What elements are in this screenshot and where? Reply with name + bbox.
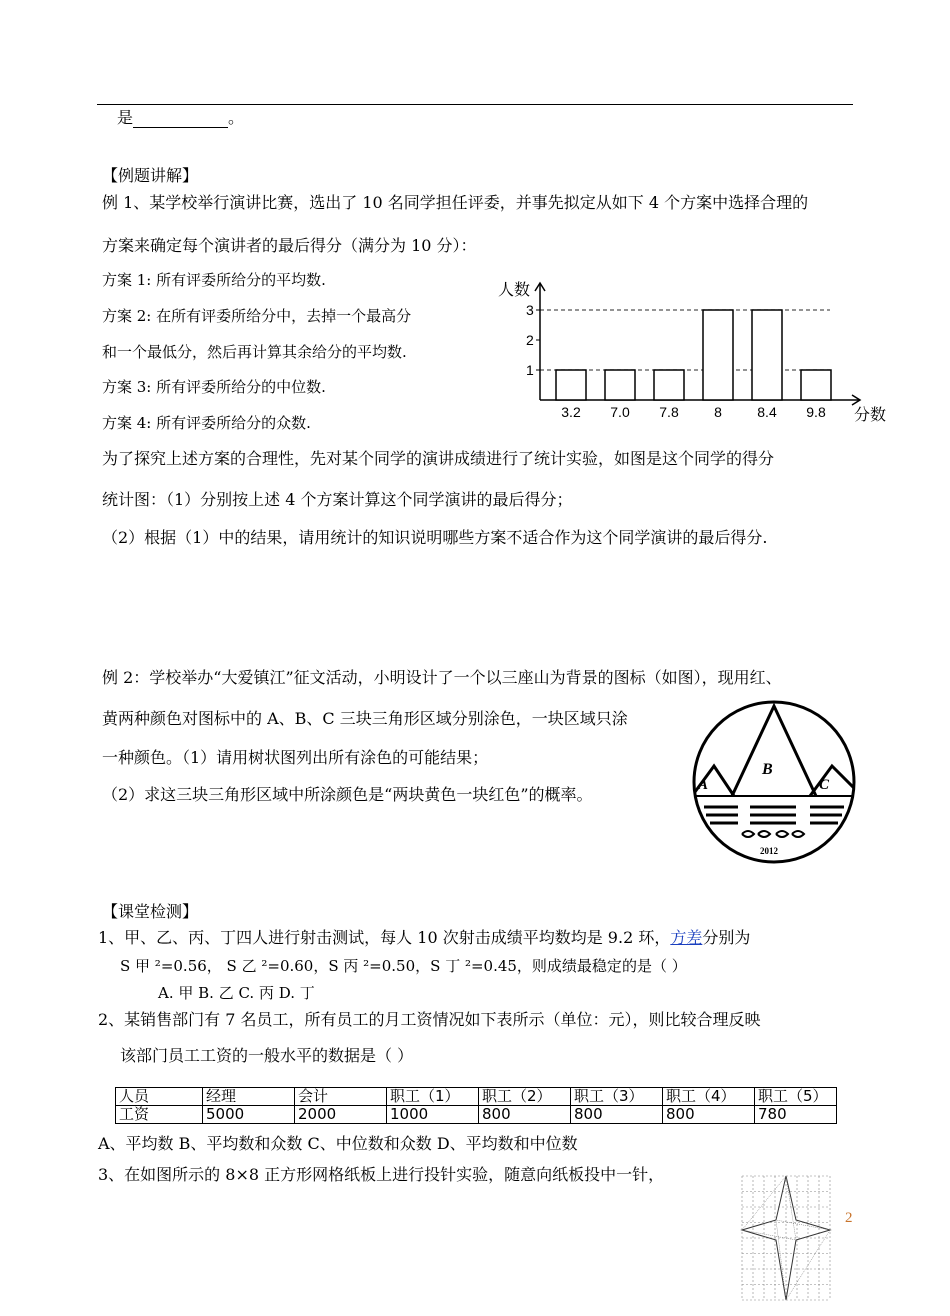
ex1-line5: （2）根据（1）中的结果，请用统计的知识说明哪些方案不适合作为这个同学演讲的最后得分.	[102, 528, 768, 547]
bar	[703, 310, 733, 400]
ex1-line3: 为了探究上述方案的合理性，先对某个同学的演讲成绩进行了统计实验，如图是这个同学的得分	[102, 449, 775, 468]
y-tick-label: 1	[526, 362, 534, 378]
table-cell: 780	[755, 1106, 837, 1124]
table-cell: 2000	[295, 1106, 387, 1124]
y-tick-label: 3	[526, 302, 534, 318]
q2-line2: 该部门员工工资的一般水平的数据是（ ）	[120, 1046, 414, 1065]
x-tick-label: 8	[714, 404, 722, 420]
q1-line2: S 甲 ²=0.56， S 乙 ²=0.60，S 丙 ²=0.50，S 丁 ²=0.45，则成绩最稳定的是（ ）	[120, 957, 687, 975]
page-number: 2	[845, 1210, 853, 1226]
bar	[556, 370, 586, 400]
ex1-plan3: 方案 3: 所有评委所给分的中位数.	[102, 378, 326, 396]
score-bar-chart	[490, 275, 900, 430]
x-tick-label: 9.8	[806, 404, 826, 420]
ex1-plan4: 方案 4: 所有评委所给分的众数.	[102, 414, 311, 432]
table-cell: 人员	[116, 1088, 203, 1106]
ex1-plan2a: 方案 2: 在所有评委所给分中，去掉一个最高分	[102, 307, 412, 325]
ex1-line1: 例 1、某学校举行演讲比赛，选出了 10 名同学担任评委，并事先拟定从如下 4 个方案中选择合理的	[102, 193, 809, 212]
table-cell: 职工（5）	[755, 1088, 837, 1106]
table-cell: 职工（2）	[479, 1088, 571, 1106]
logo-label-a: A	[698, 777, 709, 793]
star-grid-figure	[738, 1172, 834, 1304]
x-tick-label: 7.0	[610, 404, 630, 420]
ex1-line4: 统计图：（1）分别按上述 4 个方案计算这个同学演讲的最后得分；	[102, 490, 573, 509]
table-row	[116, 1106, 837, 1124]
ex1-plan2b: 和一个最低分，然后再计算其余给分的平均数.	[102, 343, 407, 361]
y-tick-label: 2	[526, 332, 534, 348]
logo-label-b: B	[762, 761, 773, 778]
table-cell: 工资	[116, 1106, 203, 1124]
table-cell: 职工（3）	[571, 1088, 663, 1106]
table-cell: 800	[571, 1106, 663, 1124]
ex1-line2: 方案来确定每个演讲者的最后得分（满分为 10 分）：	[102, 236, 477, 255]
table-cell: 5000	[203, 1106, 295, 1124]
ex2-line3: 一种颜色。（1）请用树状图列出所有涂色的可能结果；	[102, 748, 489, 767]
x-tick-label: 7.8	[659, 404, 679, 420]
y-axis-label: 人数	[498, 280, 531, 299]
top-answer-line: 是 。	[117, 108, 245, 127]
logo-circle	[694, 702, 854, 862]
bar	[654, 370, 684, 400]
x-tick-label: 8.4	[757, 404, 777, 420]
logo-year: 2012	[760, 846, 778, 856]
bar	[801, 370, 831, 400]
ex1-plan1: 方案 1: 所有评委所给分的平均数.	[102, 271, 326, 289]
q1-options: A. 甲 B. 乙 C. 丙 D. 丁	[158, 984, 315, 1002]
q3-line1: 3、在如图所示的 8×8 正方形网格纸板上进行投针实验，随意向纸板投中一针，	[98, 1165, 665, 1184]
header-rule	[97, 104, 853, 105]
ex2-line4: （2）求这三块三角形区域中所涂颜色是“两块黄色一块红色”的概率。	[102, 785, 593, 804]
ex2-line2: 黄两种颜色对图标中的 A、B、C 三块三角形区域分别涂色，一块区域只涂	[102, 709, 628, 728]
table-cell: 经理	[203, 1088, 295, 1106]
q2-options: A、平均数 B、平均数和众数 C、中位数和众数 D、平均数和中位数	[98, 1134, 578, 1153]
table-cell: 职工（4）	[663, 1088, 755, 1106]
variance-link[interactable]: 方差	[670, 928, 703, 947]
table-cell: 职工（1）	[387, 1088, 479, 1106]
ex2-line1: 例 2：学校举办“大爱镇江”征文活动，小明设计了一个以三座山为背景的图标（如图），现用红、	[102, 668, 782, 687]
x-tick-label: 3.2	[561, 404, 581, 420]
table-cell: 1000	[387, 1106, 479, 1124]
section-heading-example: 【例题讲解】	[102, 166, 199, 185]
mountain-logo	[692, 696, 857, 868]
salary-table	[115, 1087, 837, 1124]
section-heading-check: 【课堂检测】	[102, 902, 199, 921]
table-cell: 800	[479, 1106, 571, 1124]
bar	[605, 370, 635, 400]
bar	[752, 310, 782, 400]
table-cell: 800	[663, 1106, 755, 1124]
table-cell: 会计	[295, 1088, 387, 1106]
answer-blank	[133, 113, 228, 128]
table-row	[116, 1088, 837, 1106]
x-axis-label: 分数	[854, 405, 887, 424]
q2-line1: 2、某销售部门有 7 名员工，所有员工的月工资情况如下表所示（单位：元），则比较合理反映	[98, 1010, 761, 1029]
logo-label-c: C	[819, 777, 830, 793]
q1-line1: 1、甲、乙、丙、丁四人进行射击测试，每人 10 次射击成绩平均数均是 9.2 环，方差分别为	[98, 928, 751, 947]
